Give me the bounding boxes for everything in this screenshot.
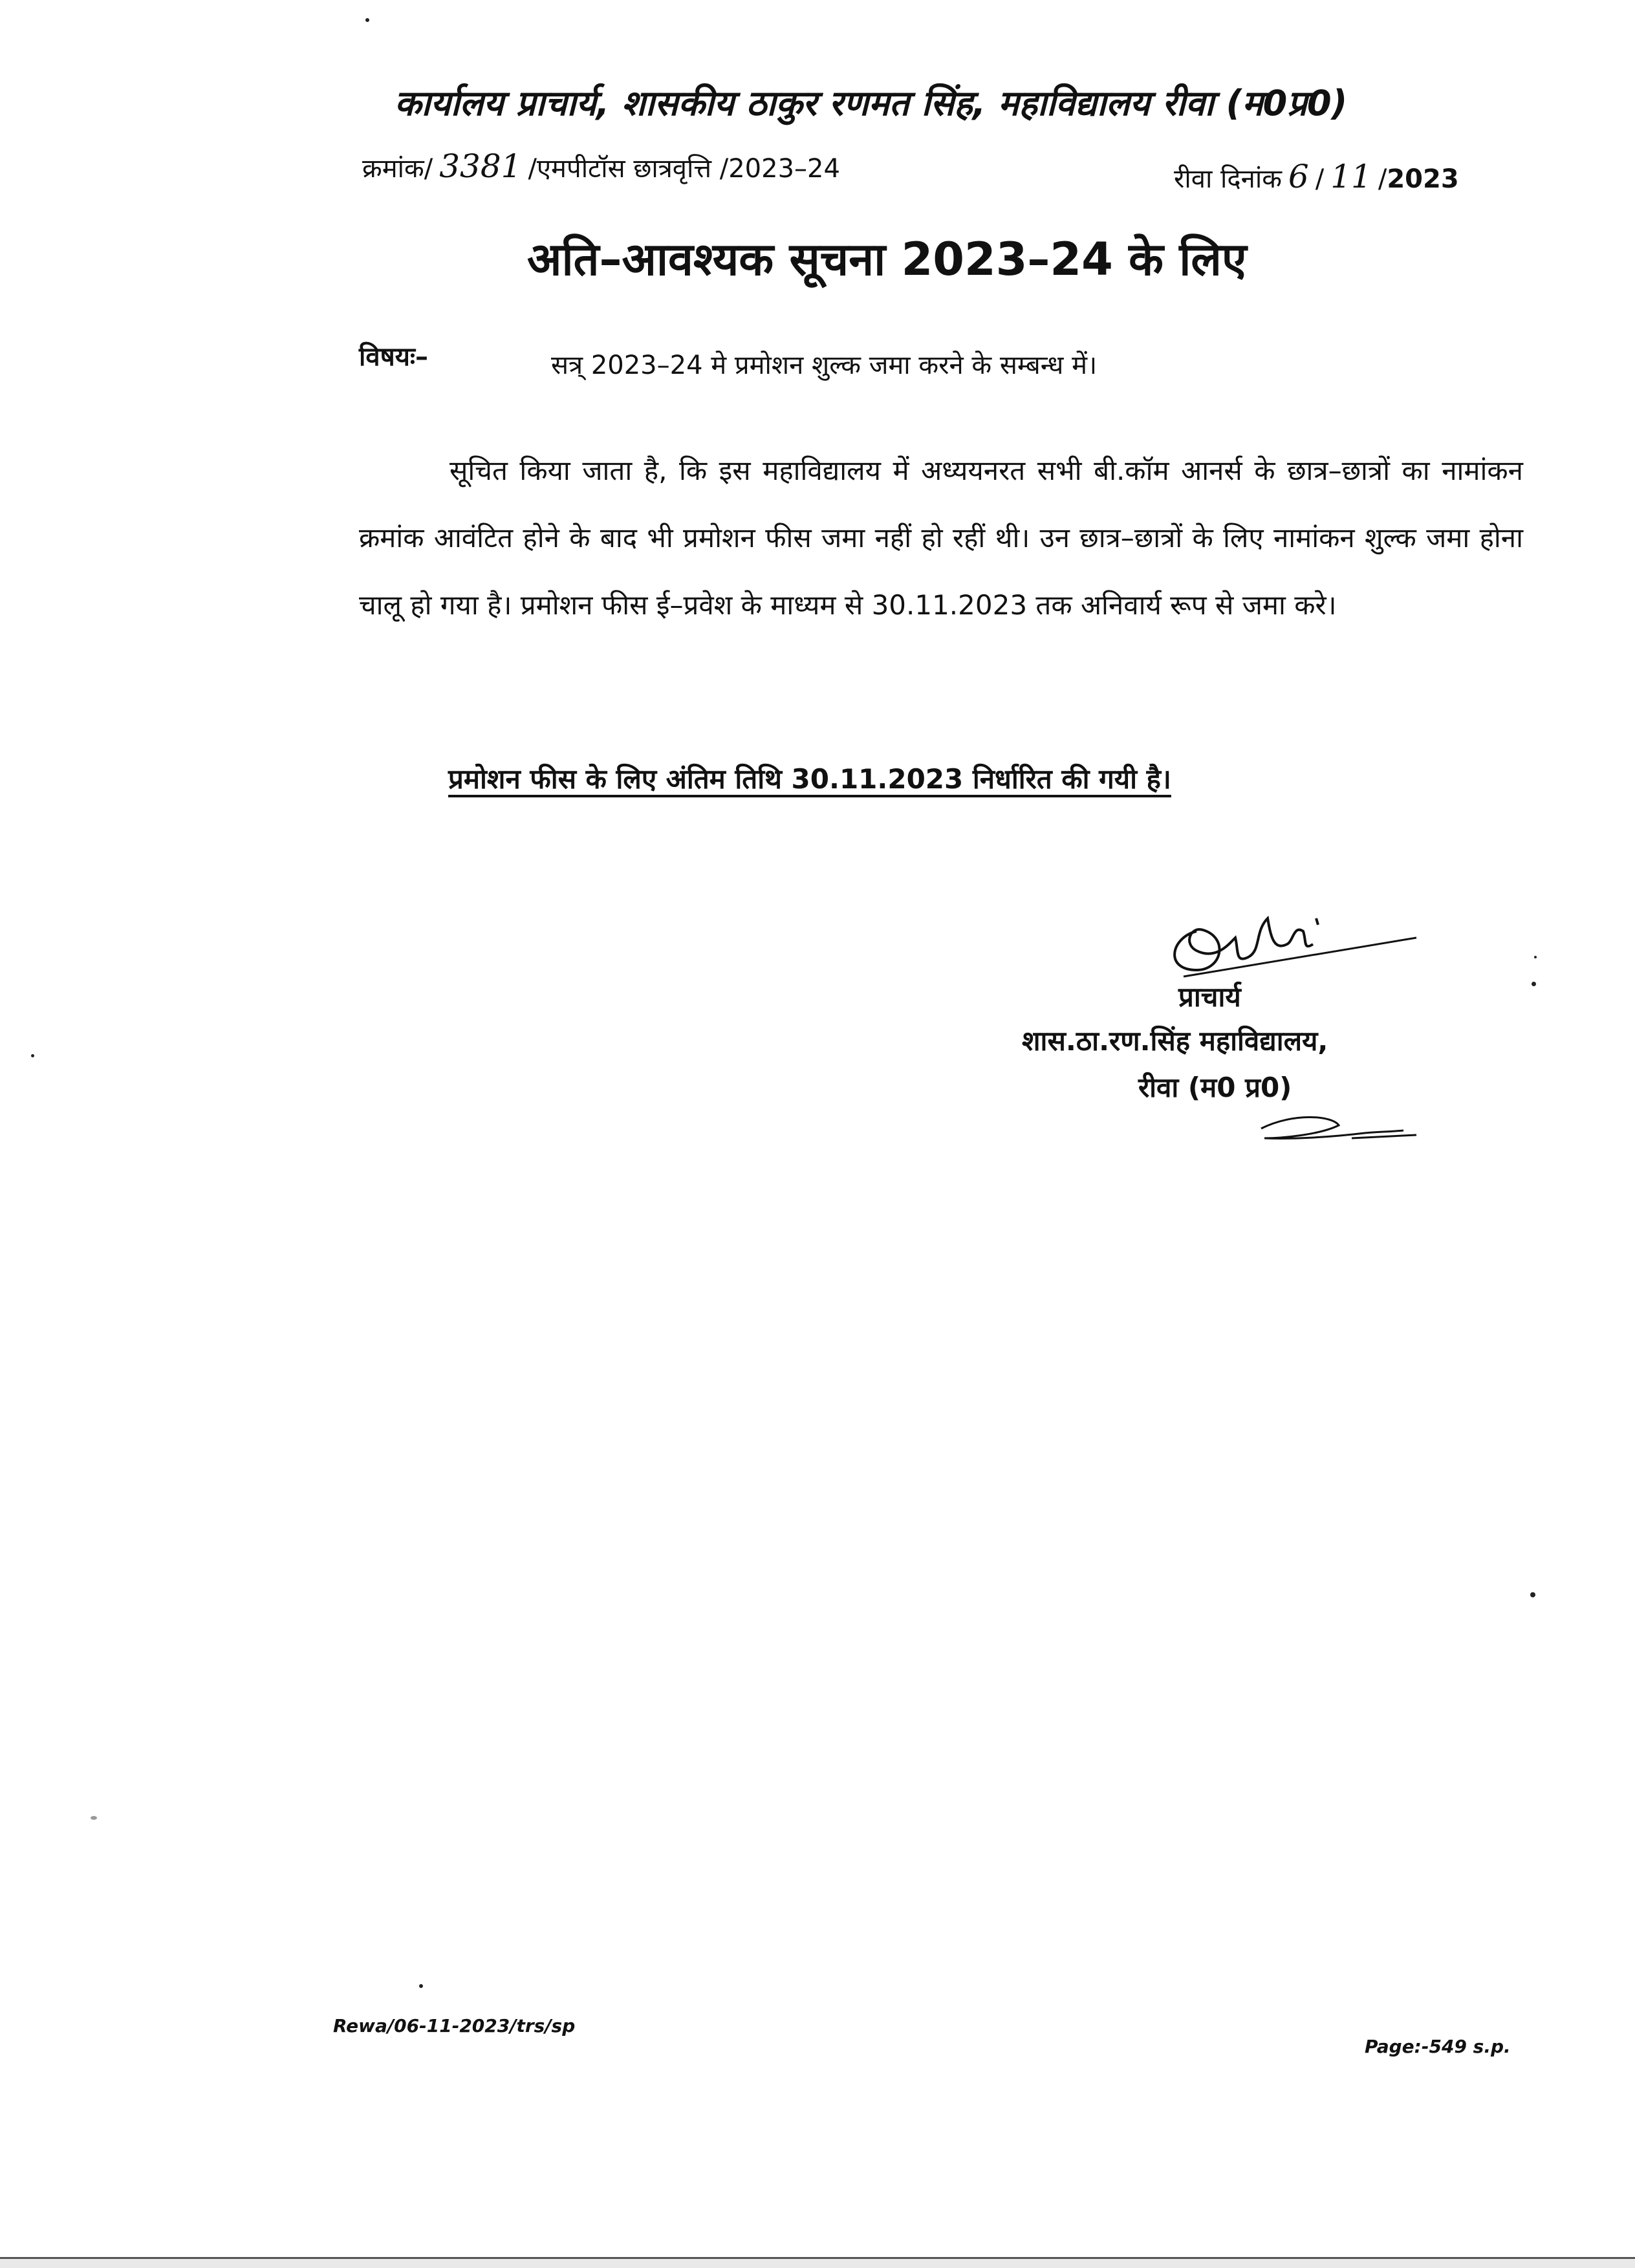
signatory-place: रीवा (म0 प्र0) — [1138, 1072, 1292, 1103]
reference-line — [362, 147, 840, 185]
office-header: कार्यालय प्राचार्य, शासकीय ठाकुर रणमत सिंह, महाविद्यालय रीवा (म0प्र0) — [395, 83, 1348, 124]
reference-suffix: /एमपीटॉस छात्रवृत्ति /2023–24 — [528, 154, 840, 184]
scan-speck — [1530, 1592, 1535, 1597]
body-paragraph: सूचित किया जाता है, कि इस महाविद्यालय में अध्ययनरत सभी बी.कॉम आनर्स के छात्र–छात्रों का नामांकन क्रमांक आवंटित होने के बाद भी प्रमोशन फीस जमा नहीं हो रहीं थी। उन छात्र–छात्रों के लिए नामांकन शुल्क जमा होना चालू हो गया है। प्रमोशन फीस ई–प्रवेश के माध्यम से 30.11.2023 तक अनिवार्य रूप से जमा करे। — [359, 455, 1523, 621]
body-paragraph-block — [359, 437, 1523, 639]
footer-page-number: Page:-549 s.p. — [1365, 2036, 1511, 2057]
signature-image — [1158, 880, 1429, 989]
reference-number: 3381 — [439, 147, 522, 185]
signatory-role: प्राचार्य — [1178, 981, 1241, 1013]
scan-speck — [365, 18, 369, 22]
footer-reference: Rewa/06-11-2023/trs/sp — [333, 2015, 576, 2036]
scan-speck — [1532, 982, 1536, 986]
page-title: अति–आवश्यक सूचना 2023–24 के लिए — [527, 233, 1247, 286]
scan-speck — [1534, 956, 1537, 958]
scan-bottom-edge — [0, 2257, 1635, 2268]
deadline-notice: प्रमोशन फीस के लिए अंतिम तिथि 30.11.2023 निर्धारित की गयी है। — [448, 763, 1171, 795]
subject-text: सत्र् 2023–24 मे प्रमोशन शुल्क जमा करने के सम्बन्ध में। — [551, 351, 1098, 380]
scan-speck — [419, 1984, 423, 1988]
reference-prefix: क्रमांक/ — [362, 154, 433, 184]
subject-label: विषयः– — [359, 342, 428, 372]
date-year: 2023 — [1387, 164, 1459, 194]
scan-speck — [31, 1054, 34, 1057]
signatory-college: शास.ठा.रण.सिंह महाविद्यालय, — [1022, 1025, 1328, 1057]
scan-speck — [91, 1816, 97, 1820]
date-label: रीवा दिनांक — [1174, 164, 1282, 194]
date-day: 6 — [1288, 158, 1309, 195]
date-month: 11 — [1330, 158, 1372, 195]
date-line: रीवा दिनांक 6 / 11 /2023 — [1174, 158, 1459, 195]
underline-scribble-image — [1255, 1099, 1423, 1164]
